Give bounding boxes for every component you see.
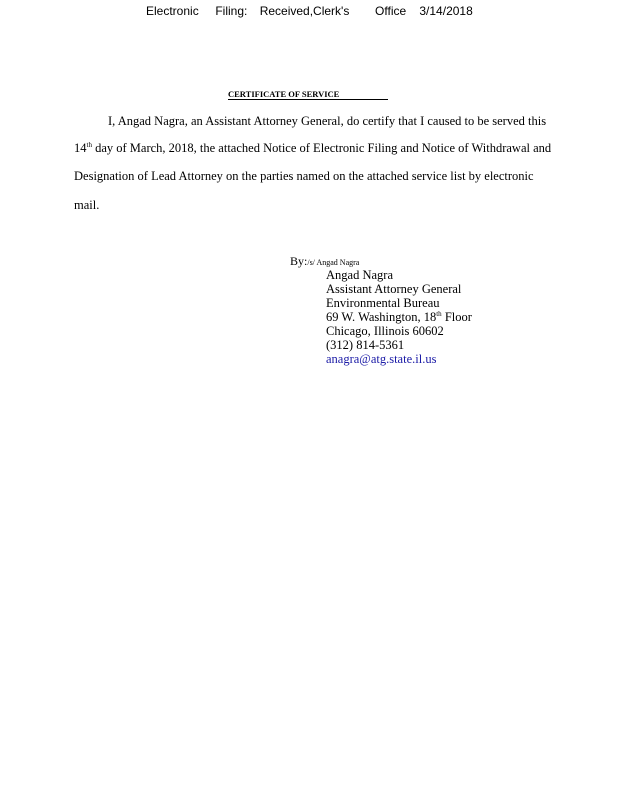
signature-city: Chicago, Illinois 60602 [326,324,444,338]
signature-address [326,310,472,324]
signature-email-link[interactable]: anagra@atg.state.il.us [326,352,437,366]
certificate-line-1: I, Angad Nagra, an Assistant Attorney General, do certify that I caused to be served this [108,114,547,128]
certificate-day: 14 [74,141,87,155]
signature-script: /s/ Angad Nagra [307,258,360,267]
address-suffix: Floor [441,310,472,324]
header-date: 3/14/2018 [419,4,473,18]
certificate-day-suffix: th [86,141,92,149]
certificate-line-2-rest: day of March, 2018, the attached Notice of Electronic Filing and Notice of Withdrawal and [91,141,552,155]
header-electronic: Electronic [146,4,199,18]
header-office: Office [375,4,407,18]
address-suffix-sup: th [436,310,442,318]
certificate-line-2 [74,141,584,156]
certificate-line-4: mail. [74,198,100,212]
certificate-line-3: Designation of Lead Attorney on the parties named on the attached service list by electronic [74,169,534,183]
signature-title: Assistant Attorney General [326,282,462,296]
signature-name: Angad Nagra [326,268,393,282]
signature-by-label: By: [290,254,308,268]
signature-bureau: Environmental Bureau [326,296,440,310]
header-filing: Filing: [215,4,248,18]
signature-by [290,254,359,269]
header-received: Received,Clerk's [259,4,350,18]
filing-header [146,4,473,18]
signature-phone: (312) 814-5361 [326,338,405,352]
address-prefix: 69 W. Washington, 18 [326,310,437,324]
signature-block [326,268,472,366]
certificate-title: CERTIFICATE OF SERVICE [228,89,388,100]
